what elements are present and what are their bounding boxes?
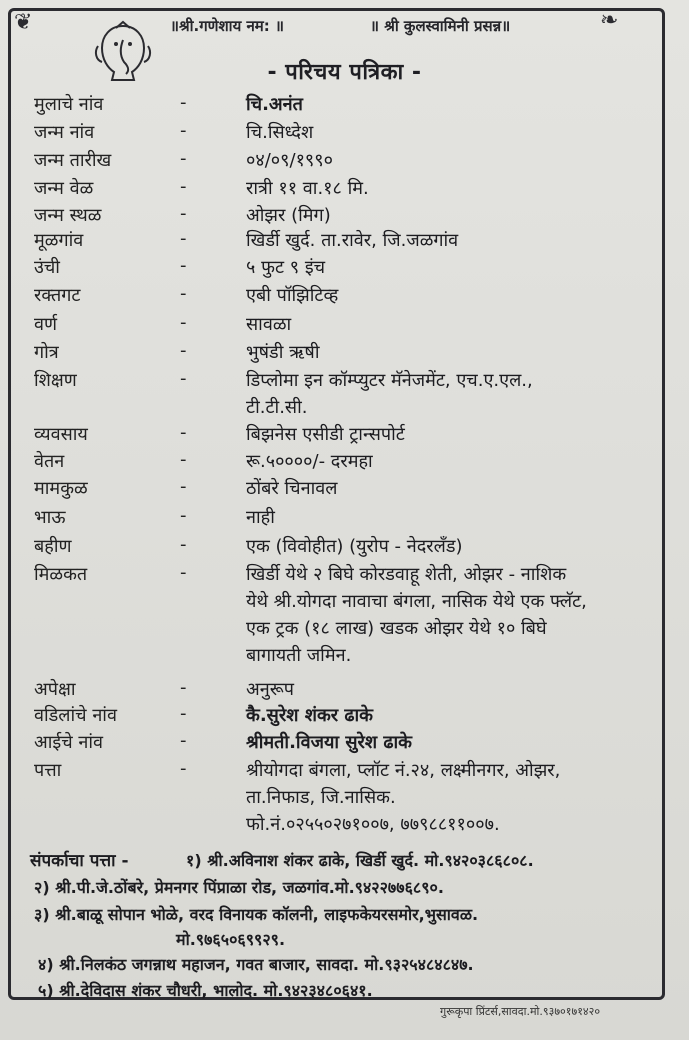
detail-separator: -: [180, 312, 187, 333]
detail-separator: -: [180, 505, 187, 526]
detail-value: ०४/०९/१९९०: [246, 150, 334, 171]
detail-separator: -: [180, 703, 187, 724]
detail-value: भुषंडी ऋषी: [246, 342, 320, 363]
detail-value: रू.५००००/- दरमहा: [246, 451, 373, 472]
detail-value: बिझनेस एसीडी ट्रान्सपोर्ट: [246, 424, 405, 445]
detail-separator: -: [180, 758, 187, 779]
detail-separator: -: [180, 92, 187, 113]
detail-label: वडिलांचे नांव: [34, 705, 117, 726]
detail-label: मिळकत: [34, 564, 88, 585]
detail-label: भाऊ: [34, 507, 66, 528]
detail-label: शिक्षण: [34, 370, 77, 391]
detail-value: एबी पॉझिटिव्ह: [246, 285, 339, 306]
detail-label: गोत्र: [34, 342, 59, 363]
detail-value-continued: एक ट्रक (१८ लाख) खडक ओझर येथे १० बिघे: [246, 618, 547, 639]
detail-separator: -: [180, 255, 187, 276]
detail-value: श्रीमती.विजया सुरेश ढाके: [246, 732, 412, 753]
detail-separator: -: [180, 476, 187, 497]
detail-value-continued: येथे श्री.योगदा नावाचा बंगला, नासिक येथे एक फ्लॅट,: [246, 591, 587, 612]
detail-value: चि.अनंत: [246, 94, 303, 115]
contact-line: मो.९७६५०६९९२९.: [176, 930, 286, 949]
contact-line: ३) श्री.बाळू सोपान भोळे, वरद विनायक कॉलनी, लाइफकेयरसमोर,भुसावळ.: [34, 905, 479, 924]
detail-value: ५ फुट ९ इंच: [246, 257, 326, 278]
detail-label: वेतन: [34, 451, 65, 472]
detail-value: सावळा: [246, 314, 292, 335]
detail-label: पत्ता: [34, 760, 62, 781]
detail-value: अनुरूप: [246, 679, 294, 700]
detail-separator: -: [180, 422, 187, 443]
detail-separator: -: [180, 176, 187, 197]
page-title: - परिचय पत्रिका -: [267, 60, 422, 85]
detail-separator: -: [180, 562, 187, 583]
detail-value: खिर्डी येथे २ बिघे कोरडवाहू शेती, ओझर - नाशिक: [246, 564, 567, 585]
detail-separator: -: [180, 677, 187, 698]
detail-label: जन्म नांव: [34, 122, 95, 143]
contact-line: ५) श्री.देविदास शंकर चौधरी, भालोद. मो.९४२३४८०६४१.: [38, 981, 373, 1000]
detail-value-continued: टी.टी.सी.: [246, 397, 308, 418]
detail-value: ओझर (मिग): [246, 205, 331, 226]
detail-separator: -: [180, 449, 187, 470]
detail-value: डिप्लोमा इन कॉम्प्युटर मॅनेजमेंट, एच.ए.एल.,: [246, 370, 533, 391]
detail-value: कै.सुरेश शंकर ढाके: [246, 705, 374, 726]
detail-value-continued: फो.नं.०२५५०२७१००७, ७७९८८११००७.: [246, 814, 500, 835]
detail-label: उंची: [34, 257, 60, 278]
detail-label: रक्तगट: [34, 285, 81, 306]
detail-separator: -: [180, 148, 187, 169]
detail-value-continued: ता.निफाड, जि.नासिक.: [246, 787, 396, 808]
detail-value: खिर्डी खुर्द. ता.रावेर, जि.जळगांव: [246, 230, 459, 251]
contact-line: १) श्री.अविनाश शंकर ढाके, खिर्डी खुर्द. मो.९४२०३८६८०८.: [186, 851, 534, 870]
detail-value: एक (विवोहीत) (युरोप - नेदरलँड): [246, 536, 463, 557]
detail-separator: -: [180, 534, 187, 555]
detail-label: जन्म तारीख: [34, 150, 112, 171]
detail-separator: -: [180, 730, 187, 751]
contact-line: ४) श्री.निलकंठ जगन्नाथ महाजन, गवत बाजार, सावदा. मो.९३२५४८४८४७.: [38, 955, 474, 974]
blessing-right: ॥ श्री कुलस्वामिनी प्रसन्न॥: [370, 17, 511, 35]
ornament-corner-icon: ❧: [600, 8, 619, 33]
detail-label: मूळगांव: [34, 230, 84, 251]
detail-label: बहीण: [34, 536, 72, 557]
detail-value: चि.सिध्देश: [246, 122, 314, 143]
detail-label: व्यवसाय: [34, 424, 88, 445]
detail-label: अपेक्षा: [34, 679, 76, 700]
contacts-label: संपर्काचा पत्ता -: [30, 851, 129, 871]
printer-credit: गुरूकृपा प्रिंटर्स,सावदा.मो.९३७०१७१४२०: [440, 1005, 601, 1018]
detail-label: मामकुळ: [34, 478, 88, 499]
detail-separator: -: [180, 228, 187, 249]
detail-value-continued: बागायती जमिन.: [246, 645, 352, 666]
ornament-corner-icon: ❦: [14, 10, 33, 35]
contact-line: २) श्री.पी.जे.ठोंबरे, प्रेमनगर पिंप्राळा रोड, जळगांव.मो.९४२२७७६८९०.: [34, 878, 444, 897]
detail-label: आईचे नांव: [34, 732, 104, 753]
detail-label: वर्ण: [34, 314, 58, 335]
detail-label: जन्म वेळ: [34, 178, 94, 199]
detail-value: नाही: [246, 507, 275, 528]
detail-separator: -: [180, 368, 187, 389]
detail-separator: -: [180, 203, 187, 224]
detail-value: श्रीयोगदा बंगला, प्लॉट नं.२४, लक्ष्मीनगर, ओझर,: [246, 760, 561, 781]
detail-separator: -: [180, 120, 187, 141]
detail-value: रात्री ११ वा.१८ मि.: [246, 178, 369, 199]
detail-value: ठोंबरे चिनावल: [246, 478, 338, 499]
blessing-left: ॥श्री.गणेशाय नम: ॥: [170, 17, 284, 35]
detail-separator: -: [180, 340, 187, 361]
detail-label: जन्म स्थळ: [34, 205, 102, 226]
detail-separator: -: [180, 283, 187, 304]
detail-label: मुलाचे नांव: [34, 94, 104, 115]
